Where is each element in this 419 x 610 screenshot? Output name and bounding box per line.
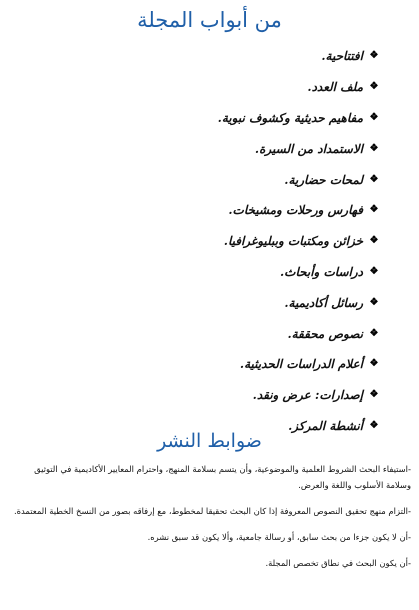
section-label: الاستمداد من السيرة. (254, 141, 363, 156)
list-item (39, 318, 379, 349)
diamond-bullet-icon: ❖ (369, 81, 379, 93)
rule-paragraph: -التزام منهج تحقيق النصوص المعروفة إذا كان البحث تحقيقا لمخطوط، مع إرفاقه بصور من النسخ الخطية المعتمدة. (13, 506, 411, 516)
list-item (39, 380, 379, 411)
diamond-bullet-icon: ❖ (369, 389, 379, 401)
sections-list (39, 41, 379, 441)
list-item (39, 349, 379, 380)
diamond-bullet-icon: ❖ (369, 265, 379, 277)
list-item (39, 72, 379, 103)
section-label: نصوص محققة. (287, 326, 363, 341)
rule-paragraph: -أن لا يكون جزءا من بحث سابق، أو رسالة جامعية، وألا يكون قد سبق نشره. (147, 532, 411, 542)
diamond-bullet-icon: ❖ (369, 142, 379, 154)
list-item (39, 164, 379, 195)
section-label: ملف العدد. (307, 80, 363, 95)
list-item (39, 41, 379, 72)
section-label: خزائن ومكتبات وببليوغرافيا. (223, 234, 363, 249)
list-item (39, 226, 379, 257)
list-item (39, 133, 379, 164)
diamond-bullet-icon: ❖ (369, 204, 379, 216)
sections-title: من أبواب المجلة (137, 8, 282, 32)
section-label: رسائل أكاديمية. (284, 295, 363, 310)
section-label: لمحات حضارية. (284, 172, 363, 187)
section-label: افتتاحية. (321, 49, 363, 64)
diamond-bullet-icon: ❖ (369, 419, 379, 431)
rules-text (7, 461, 411, 581)
diamond-bullet-icon: ❖ (369, 173, 379, 185)
diamond-bullet-icon: ❖ (369, 235, 379, 247)
section-label: أعلام الدراسات الحديثية. (239, 357, 363, 372)
diamond-bullet-icon: ❖ (369, 296, 379, 308)
rules-title: ضوابط النشر (157, 430, 262, 452)
diamond-bullet-icon: ❖ (369, 50, 379, 62)
list-item (39, 287, 379, 318)
rule-paragraph: -أن يكون البحث في نطاق تخصص المجلة. (265, 558, 411, 568)
diamond-bullet-icon: ❖ (369, 327, 379, 339)
list-item (39, 195, 379, 226)
section-label: دراسات وأبحاث. (279, 264, 363, 279)
section-label: إصدارات: عرض ونقد. (252, 388, 363, 403)
section-label: أنشطة المركز. (288, 418, 363, 433)
rule-paragraph: -استيفاء البحث الشروط العلمية والموضوعية، وأن يتسم بسلامة المنهج، واحترام المعايير الأكاديمية في التوثيق وسلامة الأسلوب واللغة والعرض. (34, 464, 411, 490)
section-label: مفاهيم حديثية وكشوف نبوية. (217, 110, 363, 125)
diamond-bullet-icon: ❖ (369, 111, 379, 123)
list-item (39, 103, 379, 134)
diamond-bullet-icon: ❖ (369, 358, 379, 370)
section-label: فهارس ورحلات ومشيخات. (228, 203, 363, 218)
list-item (39, 257, 379, 288)
